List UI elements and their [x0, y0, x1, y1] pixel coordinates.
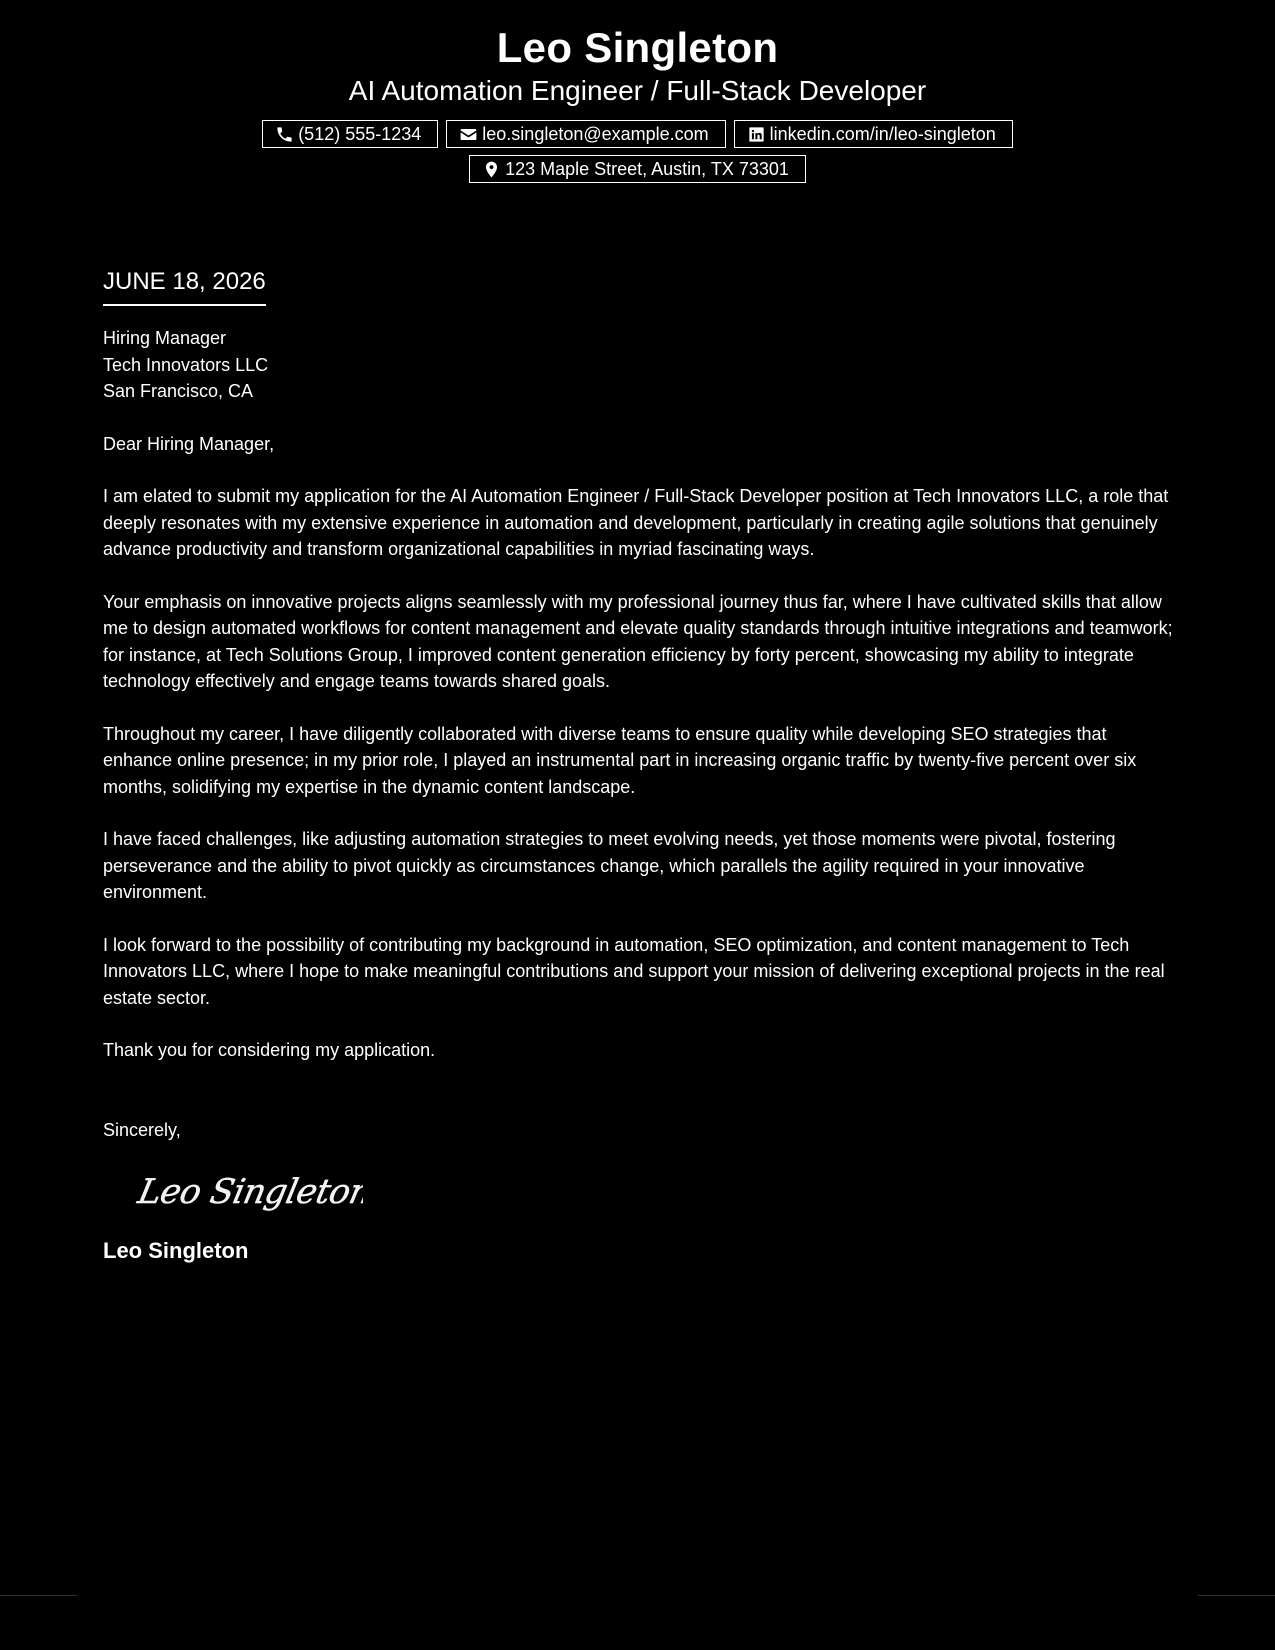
footer-divider-left	[0, 1595, 77, 1596]
recipient-location: San Francisco, CA	[103, 381, 254, 401]
address-row	[0, 155, 1275, 183]
linkedin-contact[interactable]	[734, 120, 1013, 148]
envelope-icon	[459, 125, 478, 144]
signer-name: Leo Singleton	[103, 1238, 249, 1263]
paragraph: Your emphasis on innovative projects aligns seamlessly with my professional journey thus far, where I have cultivated skills that allow me to design automated workflows for content management and elevate quality standards through intuitive integrations and teamwork; for instance, at Tech Solutions Group, I improved content generation efficiency by forty percent, showcasing my ability to integrate technology effectively and engage teams towards shared goals.	[103, 591, 1173, 691]
footer-divider-right	[1198, 1595, 1275, 1596]
paragraph: I have faced challenges, like adjusting automation strategies to meet evolving needs, yet those moments were pivotal, fostering perseverance and the ability to pivot quickly as circumstances change, which parallels the agility required in your innovative environment.	[103, 829, 1116, 902]
recipient-block	[103, 325, 1173, 405]
paragraph: I am elated to submit my application for the AI Automation Engineer / Full-Stack Developer position at Tech Innovators LLC, a role that deeply resonates with my extensive experience in automation and development, particularly in creating agile solutions that genuinely advance productivity and transform organizational capabilities in myriad fascinating ways.	[103, 486, 1169, 559]
phone-contact[interactable]	[262, 120, 438, 148]
address-contact	[469, 155, 806, 183]
letter-body	[103, 265, 1173, 1266]
paragraph: Throughout my career, I have diligently collaborated with diverse teams to ensure quality while developing SEO strategies that enhance online presence; in my prior role, I played an instrumental part in increasing organic traffic by twenty-five percent over six months, solidifying my expertise in the dynamic content landscape.	[103, 723, 1137, 797]
contact-row	[0, 120, 1275, 148]
signature-image	[133, 1163, 363, 1219]
handwritten-signature	[133, 1163, 1173, 1219]
paragraph: I look forward to the possibility of contributing my background in automation, SEO optimization, and content management to Tech Innovators LLC, where I hope to make meaningful contributions and support your mission of delivering exceptional projects in the real estate sector.	[103, 934, 1165, 1008]
applicant-name: Leo Singleton	[496, 24, 779, 71]
salutation: Dear Hiring Manager,	[103, 433, 275, 454]
recipient-company: Tech Innovators LLC	[103, 354, 269, 375]
phone-icon	[275, 125, 294, 144]
letter-date: JUNE 18, 2026	[103, 265, 266, 306]
closing: Sincerely,	[103, 1119, 181, 1140]
address-text: 123 Maple Street, Austin, TX 73301	[505, 159, 789, 179]
phone-text: (512) 555-1234	[298, 124, 422, 144]
paragraph: Thank you for considering my application.	[103, 1040, 436, 1060]
linkedin-text: linkedin.com/in/leo-singleton	[769, 124, 996, 144]
email-contact[interactable]	[446, 120, 725, 148]
linkedin-icon	[747, 125, 766, 144]
svg-text:Leo Singleton: Leo Singleton	[134, 1172, 363, 1212]
letter-header	[0, 22, 1275, 183]
recipient-title: Hiring Manager	[103, 328, 227, 348]
applicant-title: AI Automation Engineer / Full-Stack Developer	[348, 75, 927, 106]
email-text: leo.singleton@example.com	[482, 124, 709, 144]
map-marker-icon	[482, 160, 501, 179]
